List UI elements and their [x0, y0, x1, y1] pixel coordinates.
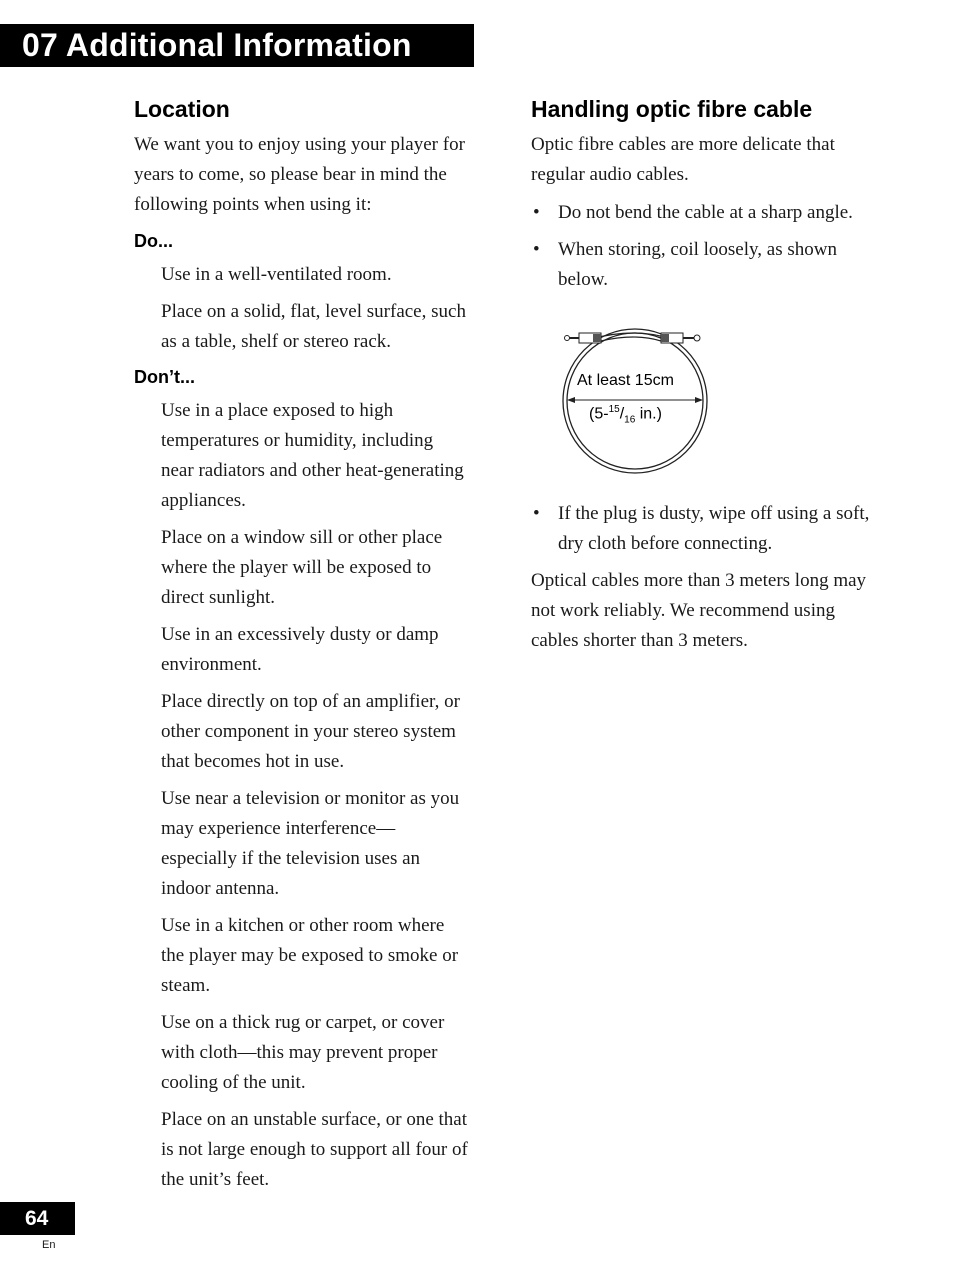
dont-item: Place on an unstable surface, or one that is not large enough to support all four of the unit’s feet. [161, 1109, 468, 1190]
optic-intro: Optic fibre cables are more delicate that regular audio cables. [531, 134, 835, 185]
bullet-icon: • [533, 239, 540, 260]
figure-inch-label: ($5-^{15}/_{16}$ in.) [589, 404, 662, 426]
dont-item: Place on a window sill or other place where the player will be exposed to direct sunlight. [161, 527, 443, 608]
coiled-cable-illustration [531, 309, 871, 485]
list-item [531, 499, 871, 559]
right-plug-icon [661, 333, 700, 343]
do-item: Use in a well-ventilated room. [161, 264, 392, 285]
figure-dimension-label: At least 15cm [577, 372, 674, 389]
dont-item: Use in a kitchen or other room where the player may be exposed to smoke or steam. [161, 915, 459, 996]
bullet-icon: • [533, 202, 540, 223]
optic-note: Optical cables more than 3 meters long may not work reliably. We recommend using cables shorter than 3 meters. [531, 570, 867, 651]
dont-item: Use near a television or monitor as you may experience interference—especially if the television uses an indoor antenna. [161, 788, 460, 899]
do-item: Place on a solid, flat, level surface, such as a table, shelf or stereo rack. [161, 301, 466, 352]
bullet-text: If the plug is dusty, wipe off using a soft, dry cloth before connecting. [558, 503, 870, 554]
bullet-text: When storing, coil loosely, as shown below. [558, 239, 837, 290]
do-heading: Do... [134, 231, 173, 251]
location-heading: Location [134, 96, 230, 122]
list-item [531, 198, 871, 228]
dont-item: Use on a thick rug or carpet, or cover with cloth—this may prevent proper cooling of the unit. [161, 1012, 445, 1093]
page-number: 64 [0, 1202, 75, 1235]
dont-item: Place directly on top of an amplifier, or other component in your stereo system that becomes hot in use. [161, 691, 460, 772]
section-header: 07 Additional Information [0, 24, 474, 67]
optic-heading: Handling optic fibre cable [531, 96, 813, 122]
cable-coil-figure [531, 309, 871, 485]
bullet-icon: • [533, 503, 540, 524]
left-plug-icon [565, 333, 602, 343]
location-intro: We want you to enjoy using your player for years to come, so please bear in mind the following points when using it: [134, 134, 465, 215]
location-column [134, 92, 469, 1202]
list-item [531, 235, 871, 295]
optic-bullet-list [531, 198, 871, 295]
bullet-text: Do not bend the cable at a sharp angle. [558, 202, 853, 223]
language-code: En [42, 1239, 56, 1251]
dont-item: Use in a place exposed to high temperatures or humidity, including near radiators and other heat-generating appliances. [161, 400, 464, 511]
optic-column [531, 92, 871, 656]
optic-bullet-list-2 [531, 499, 871, 559]
dont-heading: Don’t... [134, 367, 195, 387]
dont-item: Use in an excessively dusty or damp environment. [161, 624, 439, 675]
